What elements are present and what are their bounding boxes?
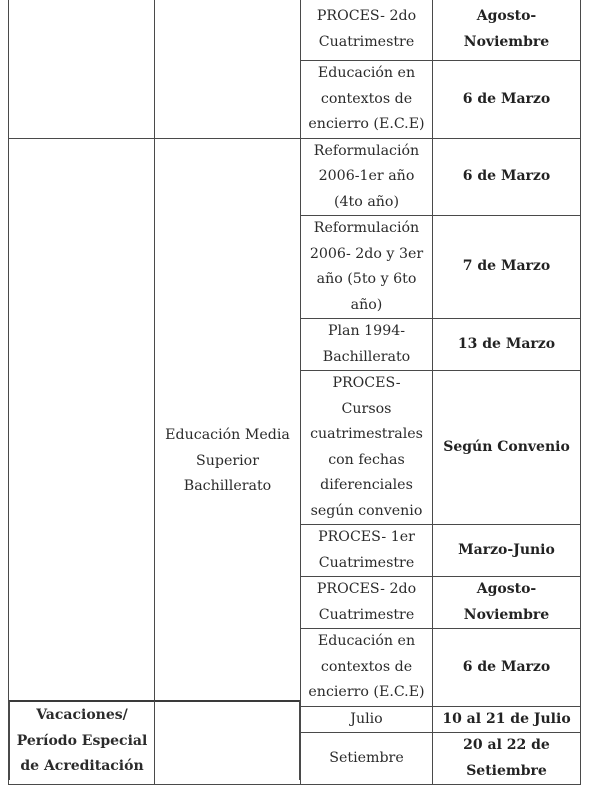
date-cell: 6 de Marzo [433, 61, 581, 139]
plan-cell: PROCES- 2do Cuatrimestre [301, 0, 433, 61]
date-cell: 7 de Marzo [433, 216, 581, 319]
plan-cell: Educación en contextos de encierro (E.C.E) [301, 629, 433, 707]
date-cell: 6 de Marzo [433, 138, 581, 216]
period-cell-empty [9, 138, 155, 785]
date-cell: 10 al 21 de Julio [433, 706, 581, 733]
calendar-table [8, 0, 581, 785]
plan-cell: Setiembre [301, 733, 433, 785]
date-cell: Según Convenio [433, 371, 581, 525]
period-cell-empty [9, 0, 155, 138]
date-cell: Marzo-Junio [433, 525, 581, 577]
vacaciones-label: Vacaciones/ Período Especial de Acreditación [9, 700, 155, 780]
plan-cell: PROCES- 2do Cuatrimestre [301, 577, 433, 629]
date-cell: Agosto- Noviembre [433, 0, 581, 61]
table-row [9, 138, 581, 216]
date-cell: 6 de Marzo [433, 629, 581, 707]
plan-cell: Educación en contextos de encierro (E.C.E) [301, 61, 433, 139]
level-cell-empty [155, 0, 301, 138]
table-row [9, 0, 581, 61]
level-cell: Educación Media Superior Bachillerato [155, 138, 301, 785]
date-cell: 13 de Marzo [433, 319, 581, 371]
date-cell: 20 al 22 de Setiembre [433, 733, 581, 785]
plan-cell: Plan 1994- Bachillerato [301, 319, 433, 371]
date-cell: Agosto- Noviembre [433, 577, 581, 629]
plan-cell: Reformulación 2006- 2do y 3er año (5to y 6to año) [301, 216, 433, 319]
plan-cell: PROCES- Cursos cuatrimestrales con fechas diferenciales según convenio [301, 371, 433, 525]
plan-cell: Reformulación 2006-1er año (4to año) [301, 138, 433, 216]
plan-cell: Julio [301, 706, 433, 733]
plan-cell: PROCES- 1er Cuatrimestre [301, 525, 433, 577]
vacaciones-level-empty [155, 700, 300, 780]
